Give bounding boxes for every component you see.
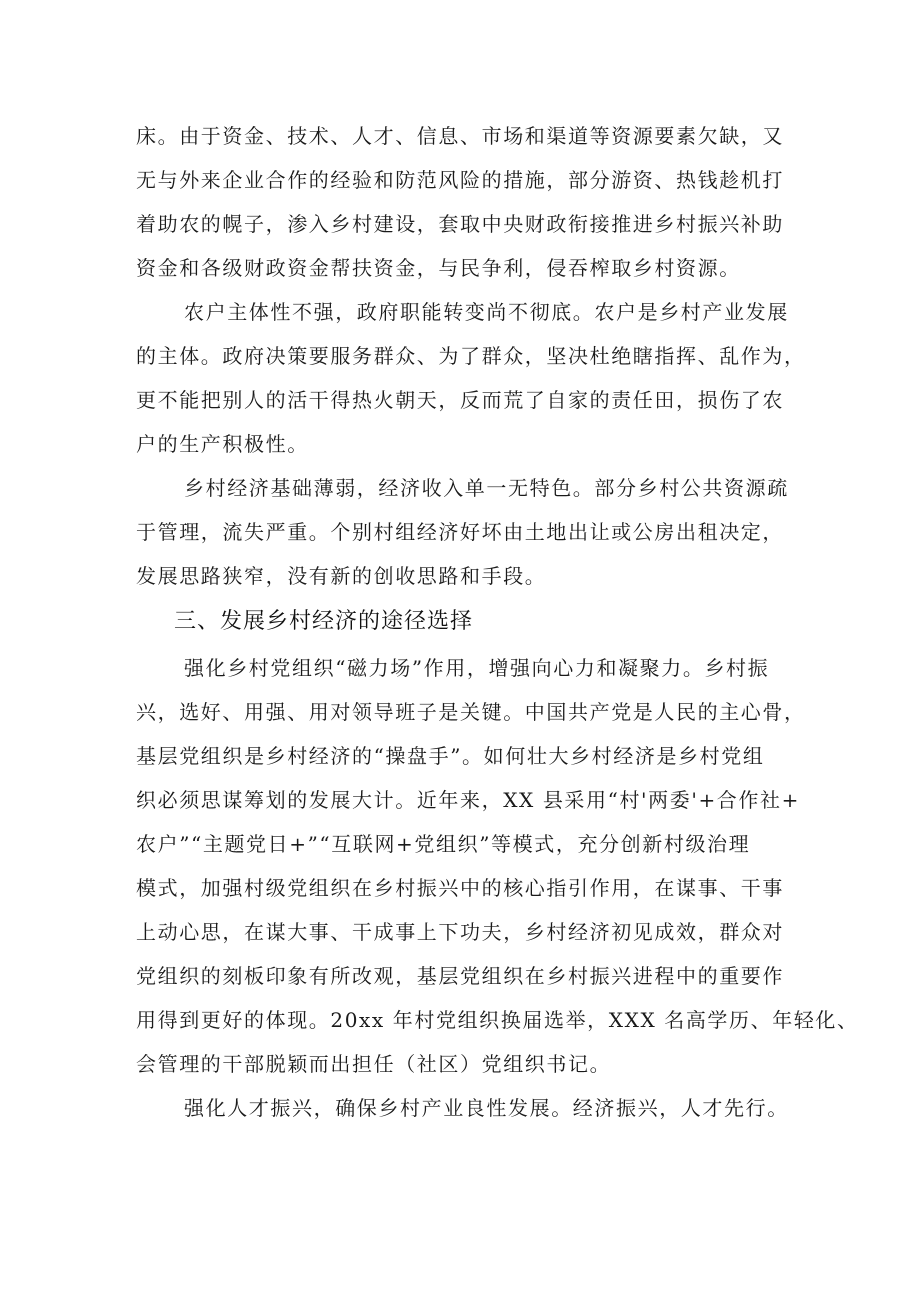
text-line: 强化人才振兴，确保乡村产业良性发展。经济振兴，人才先行。 — [184, 1096, 789, 1120]
text-line: 无与外来企业合作的经验和防范风险的措施，部分游资、热钱趁机打 — [136, 168, 784, 192]
paragraph — [136, 1086, 796, 1130]
text-line: 基层党组织是乡村经济的“操盘手”。如何壮大乡村经济是乡村党组 — [136, 744, 765, 768]
section-heading: 三、发展乡村经济的途径选择 — [174, 609, 474, 634]
text-line: 织必须思谋筹划的发展大计。近年来，XX 县采用“村'两委'+合作社+ — [136, 788, 800, 812]
text-line: 模式，加强村级党组织在乡村振兴中的核心指引作用，在谋事、干事 — [136, 876, 784, 900]
text-line: 户的生产积极性。 — [136, 432, 309, 456]
text-line: 于管理，流失严重。个别村组经济好坏由土地出让或公房出租决定， — [136, 520, 784, 544]
paragraph — [136, 466, 796, 598]
text-line: 农户主体性不强，政府职能转变尚不彻底。农户是乡村产业发展 — [184, 300, 789, 324]
text-line: 更不能把别人的活干得热火朝天，反而荒了自家的责任田，损伤了农 — [136, 388, 784, 412]
text-line: 乡村经济基础薄弱，经济收入单一无特色。部分乡村公共资源疏 — [184, 476, 789, 500]
text-line: 资金和各级财政资金帮扶资金，与民争利，侵吞榨取乡村资源。 — [136, 256, 741, 280]
paragraph — [136, 114, 796, 290]
text-line: 用得到更好的体现。20xx 年村党组织换届选举，XXX 名高学历、年轻化、 — [136, 1008, 859, 1032]
text-line: 党组织的刻板印象有所改观，基层党组织在乡村振兴进程中的重要作 — [136, 964, 784, 988]
text-line: 兴，选好、用强、用对领导班子是关键。中国共产党是人民的主心骨， — [136, 700, 806, 724]
text-line: 农户”“主题党日+”“互联网+党组织”等模式，充分创新村级治理 — [136, 832, 751, 856]
text-line: 床。由于资金、技术、人才、信息、市场和渠道等资源要素欠缺，又 — [136, 124, 784, 148]
text-line: 的主体。政府决策要服务群众、为了群众，坚决杜绝瞎指挥、乱作为， — [136, 344, 806, 368]
paragraph — [136, 646, 859, 1086]
text-line: 会管理的干部脱颖而出担任（社区）党组织书记。 — [136, 1052, 612, 1076]
document-body — [136, 114, 859, 1130]
text-line: 强化乡村党组织“磁力场”作用，增强向心力和凝聚力。乡村振 — [184, 656, 770, 680]
paragraph — [136, 290, 806, 466]
text-line: 上动心思，在谋大事、干成事上下功夫，乡村经济初见成效，群众对 — [136, 920, 784, 944]
text-line: 发展思路狭窄，没有新的创收思路和手段。 — [136, 564, 547, 588]
text-line: 着助农的幌子，渗入乡村建设，套取中央财政衔接推进乡村振兴补助 — [136, 212, 784, 236]
